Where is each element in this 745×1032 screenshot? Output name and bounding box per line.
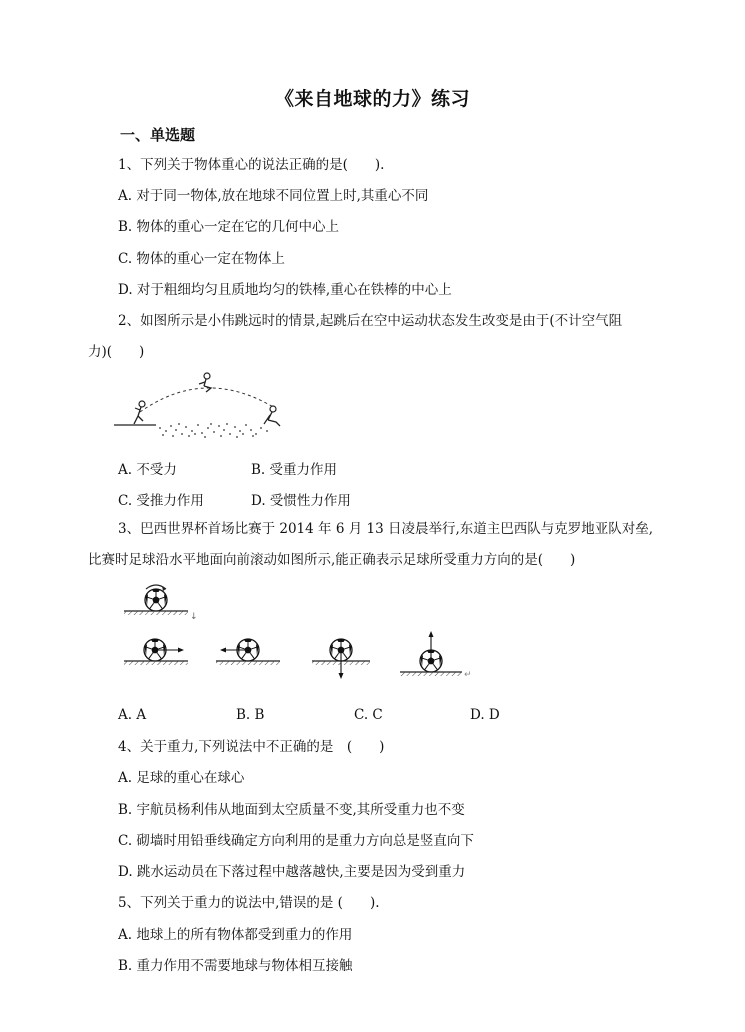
question-2-option-a[interactable]: A. 不受力: [118, 462, 177, 478]
question-1-stem: 1、下列关于物体重心的说法正确的是( ).: [118, 157, 385, 173]
question-5-stem: 5、下列关于重力的说法中,错误的是 ( ).: [118, 895, 380, 911]
question-3-option-b[interactable]: B. B: [236, 707, 265, 723]
long-jump-figure: [110, 368, 300, 440]
svg-text:↵: ↵: [464, 670, 472, 680]
section-heading: 一、单选题: [120, 126, 196, 144]
question-3-stem-line2: 比赛时足球沿水平地面向前滚动如图所示,能正确表示足球所受重力方向的是( ): [88, 552, 576, 568]
reference-ball: [145, 589, 167, 611]
question-1-option-c[interactable]: C. 物体的重心一定在物体上: [118, 251, 285, 267]
question-2-option-b[interactable]: B. 受重力作用: [251, 462, 338, 478]
page-title: 《来自地球的力》练习: [274, 88, 470, 110]
question-3-option-d[interactable]: D. D: [470, 707, 500, 723]
question-5-option-b[interactable]: B. 重力作用不需要地球与物体相互接触: [118, 958, 353, 974]
question-4-option-b[interactable]: B. 宇航员杨利伟从地面到太空质量不变,其所受重力也不变: [118, 802, 465, 818]
question-4-option-a[interactable]: A. 足球的重心在球心: [118, 770, 245, 786]
question-5-option-a[interactable]: A. 地球上的所有物体都受到重力的作用: [118, 927, 353, 943]
question-2-stem-line1: 2、如图所示是小伟跳远时的情景,起跳后在空中运动状态发生改变是由于(不计空气阻: [118, 313, 623, 329]
soccer-ball-figures: [112, 580, 492, 692]
question-1-option-a[interactable]: A. 对于同一物体,放在地球不同位置上时,其重心不同: [118, 188, 429, 204]
svg-text:↓: ↓: [190, 612, 198, 622]
question-1-option-d[interactable]: D. 对于粗细均匀且质地均匀的铁棒,重心在铁棒的中心上: [118, 282, 452, 298]
question-4-stem: 4、关于重力,下列说法中不正确的是 ( ): [118, 739, 385, 755]
question-4-option-d[interactable]: D. 跳水运动员在下落过程中越落越快,主要是因为受到重力: [118, 864, 466, 880]
question-2-option-d[interactable]: D. 受惯性力作用: [251, 493, 351, 509]
question-2-stem-line2: 力)( ): [88, 344, 145, 360]
question-1-option-b[interactable]: B. 物体的重心一定在它的几何中心上: [118, 219, 340, 235]
question-3-option-c[interactable]: C. C: [354, 707, 383, 723]
question-3-option-a[interactable]: A. A: [118, 707, 147, 723]
question-3-stem-line1: 3、巴西世界杯首场比赛于 2014 年 6 月 13 日凌晨举行,东道主巴西队与克罗地亚队对垒,: [118, 521, 654, 537]
question-2-option-c[interactable]: C. 受推力作用: [118, 493, 204, 509]
question-4-option-c[interactable]: C. 砌墙时用铅垂线确定方向利用的是重力方向总是竖直向下: [118, 833, 474, 849]
